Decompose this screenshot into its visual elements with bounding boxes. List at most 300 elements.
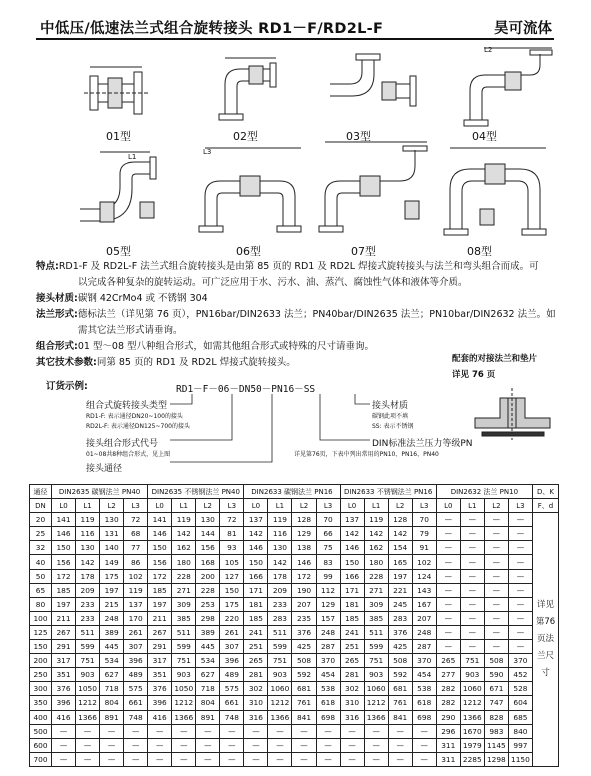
table-cell: 172: [52, 569, 76, 583]
col-subheader: L2: [100, 499, 124, 513]
table-cell: 119: [268, 513, 292, 527]
table-cell: 150: [220, 583, 244, 597]
table-cell: 307: [124, 640, 148, 654]
table-cell: 102: [124, 569, 148, 583]
table-cell: 66: [316, 527, 340, 541]
table-cell: 137: [244, 513, 268, 527]
table-cell: 190: [292, 583, 316, 597]
table-cell: 143: [412, 583, 436, 597]
table-cell: 83: [316, 555, 340, 569]
table-cell: 1050: [76, 682, 100, 696]
table-cell: 142: [340, 527, 364, 541]
table-cell: 150: [148, 541, 172, 555]
table-cell: 150: [52, 541, 76, 555]
table-cell: 197: [100, 583, 124, 597]
table-cell: 142: [172, 527, 196, 541]
table-cell: 131: [100, 527, 124, 541]
table-cell: 209: [268, 583, 292, 597]
table-cell: —: [436, 513, 460, 527]
table-cell: 166: [340, 569, 364, 583]
table-cell: 185: [52, 583, 76, 597]
table-cell: 282: [436, 696, 460, 710]
table-cell: —: [460, 527, 484, 541]
table-row: [30, 668, 559, 682]
table-cell: 99: [316, 569, 340, 583]
col-subheader: L1: [364, 499, 388, 513]
table-cell: 661: [220, 696, 244, 710]
table-cell: 241: [340, 625, 364, 639]
table-cell: 137: [340, 513, 364, 527]
table-cell: 119: [124, 583, 148, 597]
table-cell: —: [460, 625, 484, 639]
table-cell: 425: [388, 640, 412, 654]
table-cell: 138: [292, 541, 316, 555]
drawing-08: [444, 148, 546, 235]
table-cell: 1150: [508, 752, 532, 766]
table-cell: 149: [100, 555, 124, 569]
other-label: 其它技术参数:: [36, 357, 97, 368]
table-cell: 283: [268, 611, 292, 625]
table-cell: 248: [316, 625, 340, 639]
table-cell: 166: [244, 569, 268, 583]
table-cell: 130: [76, 541, 100, 555]
table-cell: 178: [268, 569, 292, 583]
table-cell: 119: [172, 513, 196, 527]
table-cell: —: [100, 738, 124, 752]
table-cell: 748: [220, 710, 244, 724]
dn-cell: 250: [30, 668, 52, 682]
table-row: [30, 654, 559, 668]
table-cell: 180: [172, 555, 196, 569]
table-cell: 129: [316, 597, 340, 611]
table-cell: —: [460, 555, 484, 569]
table-cell: 209: [76, 583, 100, 597]
table-cell: 130: [100, 513, 124, 527]
table-cell: 511: [364, 625, 388, 639]
table-cell: 68: [124, 527, 148, 541]
col-subheader: L2: [388, 499, 412, 513]
table-cell: —: [268, 724, 292, 738]
col-group-3: DIN2633 不锈钢法兰 PN16: [340, 485, 436, 499]
table-cell: 287: [316, 640, 340, 654]
table-cell: 592: [388, 668, 412, 682]
table-cell: 150: [340, 555, 364, 569]
table-cell: 140: [100, 541, 124, 555]
table-cell: 1979: [460, 738, 484, 752]
table-cell: 538: [412, 682, 436, 696]
table-cell: —: [436, 625, 460, 639]
table-cell: 146: [292, 555, 316, 569]
figure-caption-03: 03型: [346, 130, 371, 143]
table-cell: 376: [148, 682, 172, 696]
table-cell: —: [508, 640, 532, 654]
table-cell: 265: [244, 654, 268, 668]
table-cell: 175: [220, 597, 244, 611]
table-cell: —: [460, 640, 484, 654]
dn-cell: 25: [30, 527, 52, 541]
table-cell: —: [244, 724, 268, 738]
table-cell: —: [292, 738, 316, 752]
table-cell: —: [316, 738, 340, 752]
table-row: [30, 513, 559, 527]
table-cell: 627: [100, 668, 124, 682]
table-cell: 156: [52, 555, 76, 569]
table-cell: —: [316, 724, 340, 738]
col-subheader: L1: [460, 499, 484, 513]
order-left-6: 接头通径: [86, 464, 123, 474]
dn-cell: 100: [30, 611, 52, 625]
table-row: [30, 541, 559, 555]
table-cell: 511: [268, 625, 292, 639]
table-cell: 903: [76, 668, 100, 682]
table-cell: —: [436, 541, 460, 555]
table-cell: 178: [76, 569, 100, 583]
table-cell: 112: [316, 583, 340, 597]
table-cell: 599: [76, 640, 100, 654]
table-row: [30, 527, 559, 541]
table-cell: 185: [148, 583, 172, 597]
table-cell: 267: [148, 625, 172, 639]
table-cell: 376: [52, 682, 76, 696]
table-cell: —: [340, 724, 364, 738]
table-cell: —: [484, 583, 508, 597]
table-cell: 171: [244, 583, 268, 597]
table-cell: 903: [460, 668, 484, 682]
table-cell: —: [484, 625, 508, 639]
table-row: [30, 625, 559, 639]
table-cell: 291: [52, 640, 76, 654]
table-cell: 2285: [460, 752, 484, 766]
order-right-4: DIN标准法兰压力等级PN: [372, 439, 473, 449]
combo-text: 01 型～08 型八种组合形式，如需其他组合形式或特殊的尺寸请垂询。: [77, 341, 375, 352]
dn-cell: 65: [30, 583, 52, 597]
table-cell: 228: [196, 583, 220, 597]
dim-label-l3: L3: [203, 148, 212, 156]
table-cell: 370: [508, 654, 532, 668]
table-cell: 185: [244, 611, 268, 625]
table-cell: —: [436, 611, 460, 625]
dn-cell: 200: [30, 654, 52, 668]
table-cell: —: [100, 724, 124, 738]
table-cell: 93: [220, 541, 244, 555]
table-cell: —: [508, 527, 532, 541]
table-cell: —: [460, 569, 484, 583]
table-cell: 197: [148, 597, 172, 611]
table-cell: —: [124, 724, 148, 738]
table-cell: 317: [52, 654, 76, 668]
table-cell: 251: [244, 640, 268, 654]
col-subheader: L0: [436, 499, 460, 513]
table-cell: —: [124, 752, 148, 766]
table-cell: 86: [124, 555, 148, 569]
table-cell: —: [436, 583, 460, 597]
table-cell: 511: [76, 625, 100, 639]
table-cell: 282: [436, 682, 460, 696]
table-cell: 168: [196, 555, 220, 569]
dn-cell: 400: [30, 710, 52, 724]
table-cell: 903: [364, 668, 388, 682]
table-cell: —: [508, 569, 532, 583]
table-cell: 307: [220, 640, 244, 654]
table-cell: 1366: [76, 710, 100, 724]
table-cell: 599: [172, 640, 196, 654]
table-cell: 534: [100, 654, 124, 668]
drawing-05: [80, 152, 156, 222]
table-row: [30, 555, 559, 569]
material-label: 接头材质:: [36, 293, 78, 304]
table-row: [30, 583, 559, 597]
table-cell: 142: [244, 527, 268, 541]
table-cell: 698: [412, 710, 436, 724]
material-text: 碳钢 42CrMo4 或 不锈钢 304: [77, 293, 208, 304]
table-cell: 171: [340, 583, 364, 597]
table-cell: 454: [316, 668, 340, 682]
table-cell: 445: [196, 640, 220, 654]
table-cell: 129: [292, 527, 316, 541]
col-subheader: L1: [76, 499, 100, 513]
table-cell: —: [340, 752, 364, 766]
table-cell: 997: [508, 738, 532, 752]
table-cell: 508: [292, 654, 316, 668]
table-cell: —: [76, 724, 100, 738]
table-cell: 197: [52, 597, 76, 611]
table-cell: 221: [388, 583, 412, 597]
table-cell: 105: [220, 555, 244, 569]
table-cell: —: [220, 724, 244, 738]
table-cell: —: [508, 555, 532, 569]
table-cell: 287: [412, 640, 436, 654]
table-cell: 604: [508, 696, 532, 710]
table-cell: —: [268, 738, 292, 752]
table-cell: 142: [364, 527, 388, 541]
table-cell: 575: [220, 682, 244, 696]
table-cell: 599: [268, 640, 292, 654]
table-cell: 983: [484, 724, 508, 738]
col-subheader: L2: [292, 499, 316, 513]
table-cell: 146: [244, 541, 268, 555]
table-cell: 761: [292, 696, 316, 710]
table-cell: 142: [76, 555, 100, 569]
table-cell: 385: [172, 611, 196, 625]
table-cell: 891: [100, 710, 124, 724]
dn-cell: 80: [30, 597, 52, 611]
table-cell: 681: [388, 682, 412, 696]
table-cell: —: [364, 752, 388, 766]
table-cell: 627: [196, 668, 220, 682]
table-cell: 618: [316, 696, 340, 710]
table-cell: 1212: [268, 696, 292, 710]
table-cell: 590: [484, 668, 508, 682]
table-cell: 804: [100, 696, 124, 710]
col-subheader: L3: [220, 499, 244, 513]
col-subheader: L3: [124, 499, 148, 513]
table-cell: —: [436, 527, 460, 541]
table-cell: 220: [220, 611, 244, 625]
table-row: [30, 738, 559, 752]
table-cell: 309: [364, 597, 388, 611]
table-cell: 385: [364, 611, 388, 625]
table-cell: 144: [196, 527, 220, 541]
table-cell: —: [244, 752, 268, 766]
table-cell: 302: [244, 682, 268, 696]
order-code-pn: PN16: [271, 384, 295, 395]
dn-cell: 300: [30, 682, 52, 696]
table-cell: —: [484, 541, 508, 555]
col-subheader: L2: [196, 499, 220, 513]
table-cell: —: [508, 625, 532, 639]
dn-cell: 500: [30, 724, 52, 738]
table-cell: —: [364, 738, 388, 752]
table-cell: 261: [124, 625, 148, 639]
table-cell: —: [508, 513, 532, 527]
table-cell: 91: [412, 541, 436, 555]
table-cell: 416: [52, 710, 76, 724]
side-note-line2: 详见 76 页: [452, 370, 496, 380]
table-cell: —: [388, 738, 412, 752]
combo-label: 组合形式:: [36, 341, 78, 352]
table-cell: 396: [220, 654, 244, 668]
table-cell: 79: [412, 527, 436, 541]
figure-caption-04: 04型: [472, 130, 497, 143]
col-header-last2: F、d: [533, 499, 559, 513]
dn-cell: 20: [30, 513, 52, 527]
table-cell: 528: [508, 682, 532, 696]
table-cell: 316: [340, 710, 364, 724]
table-cell: 841: [388, 710, 412, 724]
col-subheader: L0: [148, 499, 172, 513]
table-cell: 389: [100, 625, 124, 639]
table-cell: 1145: [484, 738, 508, 752]
table-row: [30, 611, 559, 625]
table-cell: 137: [124, 597, 148, 611]
table-cell: —: [460, 541, 484, 555]
table-cell: 261: [220, 625, 244, 639]
table-cell: 309: [172, 597, 196, 611]
table-cell: 128: [292, 513, 316, 527]
page-title: 中低压/低速法兰式组合旋转接头 RD1－F/RD2L-F: [40, 21, 384, 37]
table-cell: 207: [292, 597, 316, 611]
table-cell: 181: [244, 597, 268, 611]
table-cell: —: [52, 724, 76, 738]
table-cell: 452: [508, 668, 532, 682]
table-cell: 128: [388, 513, 412, 527]
table-cell: 233: [76, 597, 100, 611]
table-row: [30, 682, 559, 696]
table-cell: 271: [172, 583, 196, 597]
order-right-3: SS: 表示不锈钢: [372, 423, 414, 430]
table-cell: 1060: [364, 682, 388, 696]
col-header-dn: 通径: [30, 485, 52, 499]
table-cell: 748: [124, 710, 148, 724]
table-cell: 181: [340, 597, 364, 611]
dim-label-l1: L1: [128, 153, 137, 161]
table-cell: 747: [484, 696, 508, 710]
table-cell: 396: [148, 696, 172, 710]
table-cell: 538: [316, 682, 340, 696]
table-cell: 141: [148, 513, 172, 527]
table-cell: 75: [316, 541, 340, 555]
table-cell: 281: [244, 668, 268, 682]
table-cell: 311: [436, 738, 460, 752]
table-cell: —: [460, 583, 484, 597]
table-cell: 162: [172, 541, 196, 555]
dn-cell: 150: [30, 640, 52, 654]
col-header-last: D、K: [533, 485, 559, 499]
table-cell: 1670: [460, 724, 484, 738]
dn-cell: 40: [30, 555, 52, 569]
table-cell: 197: [388, 569, 412, 583]
table-cell: —: [508, 541, 532, 555]
table-cell: 396: [124, 654, 148, 668]
flange-label: 法兰形式:: [36, 309, 78, 320]
order-left-4: 接头组合形式代号: [86, 439, 159, 449]
col-subheader: L3: [508, 499, 532, 513]
table-cell: 351: [148, 668, 172, 682]
table-cell: —: [484, 640, 508, 654]
table-cell: 534: [196, 654, 220, 668]
table-cell: 146: [148, 527, 172, 541]
table-cell: 376: [388, 625, 412, 639]
table-row: [30, 752, 559, 766]
table-cell: 290: [436, 710, 460, 724]
mating-flange-drawing: [470, 388, 555, 443]
order-left-5: 01~08共8种组合形式，见上图: [86, 451, 171, 458]
table-cell: 1212: [460, 696, 484, 710]
drawing-03: [330, 54, 416, 106]
order-code-material: SS: [303, 384, 316, 395]
table-cell: 156: [196, 541, 220, 555]
table-cell: 127: [220, 569, 244, 583]
table-cell: 102: [412, 555, 436, 569]
drawing-07: [319, 142, 427, 232]
table-cell: 751: [460, 654, 484, 668]
flange-text: 德标法兰（详见第 76 页），PN16bar/DIN2633 法兰；PN40bar/DIN2635 法兰；PN10bar/DIN2632 法兰。如: [77, 309, 556, 320]
table-cell: 211: [52, 611, 76, 625]
table-cell: 1366: [172, 710, 196, 724]
order-code-combo: 06: [217, 384, 230, 395]
table-cell: 211: [148, 611, 172, 625]
dn-cell: 350: [30, 696, 52, 710]
table-cell: 661: [124, 696, 148, 710]
table-cell: —: [508, 597, 532, 611]
table-cell: 296: [436, 724, 460, 738]
table-cell: 891: [196, 710, 220, 724]
table-cell: —: [364, 724, 388, 738]
table-row: [30, 696, 559, 710]
table-cell: 828: [484, 710, 508, 724]
joint-type-drawings: [60, 44, 560, 259]
dimension-table: [29, 484, 559, 767]
table-cell: 180: [364, 555, 388, 569]
table-row: [30, 710, 559, 724]
order-right-1: 接头材质: [372, 401, 409, 411]
drawing-02: [219, 58, 276, 120]
brand-name: 昊可流体: [494, 21, 552, 37]
table-cell: —: [436, 569, 460, 583]
figure-caption-08: 08型: [467, 245, 492, 258]
table-cell: 142: [268, 555, 292, 569]
table-cell: 130: [268, 541, 292, 555]
table-cell: —: [460, 513, 484, 527]
table-cell: 511: [172, 625, 196, 639]
table-cell: 271: [364, 583, 388, 597]
table-cell: —: [292, 724, 316, 738]
table-cell: 291: [148, 640, 172, 654]
table-cell: 316: [244, 710, 268, 724]
table-cell: —: [484, 555, 508, 569]
table-cell: —: [100, 752, 124, 766]
table-cell: 761: [388, 696, 412, 710]
